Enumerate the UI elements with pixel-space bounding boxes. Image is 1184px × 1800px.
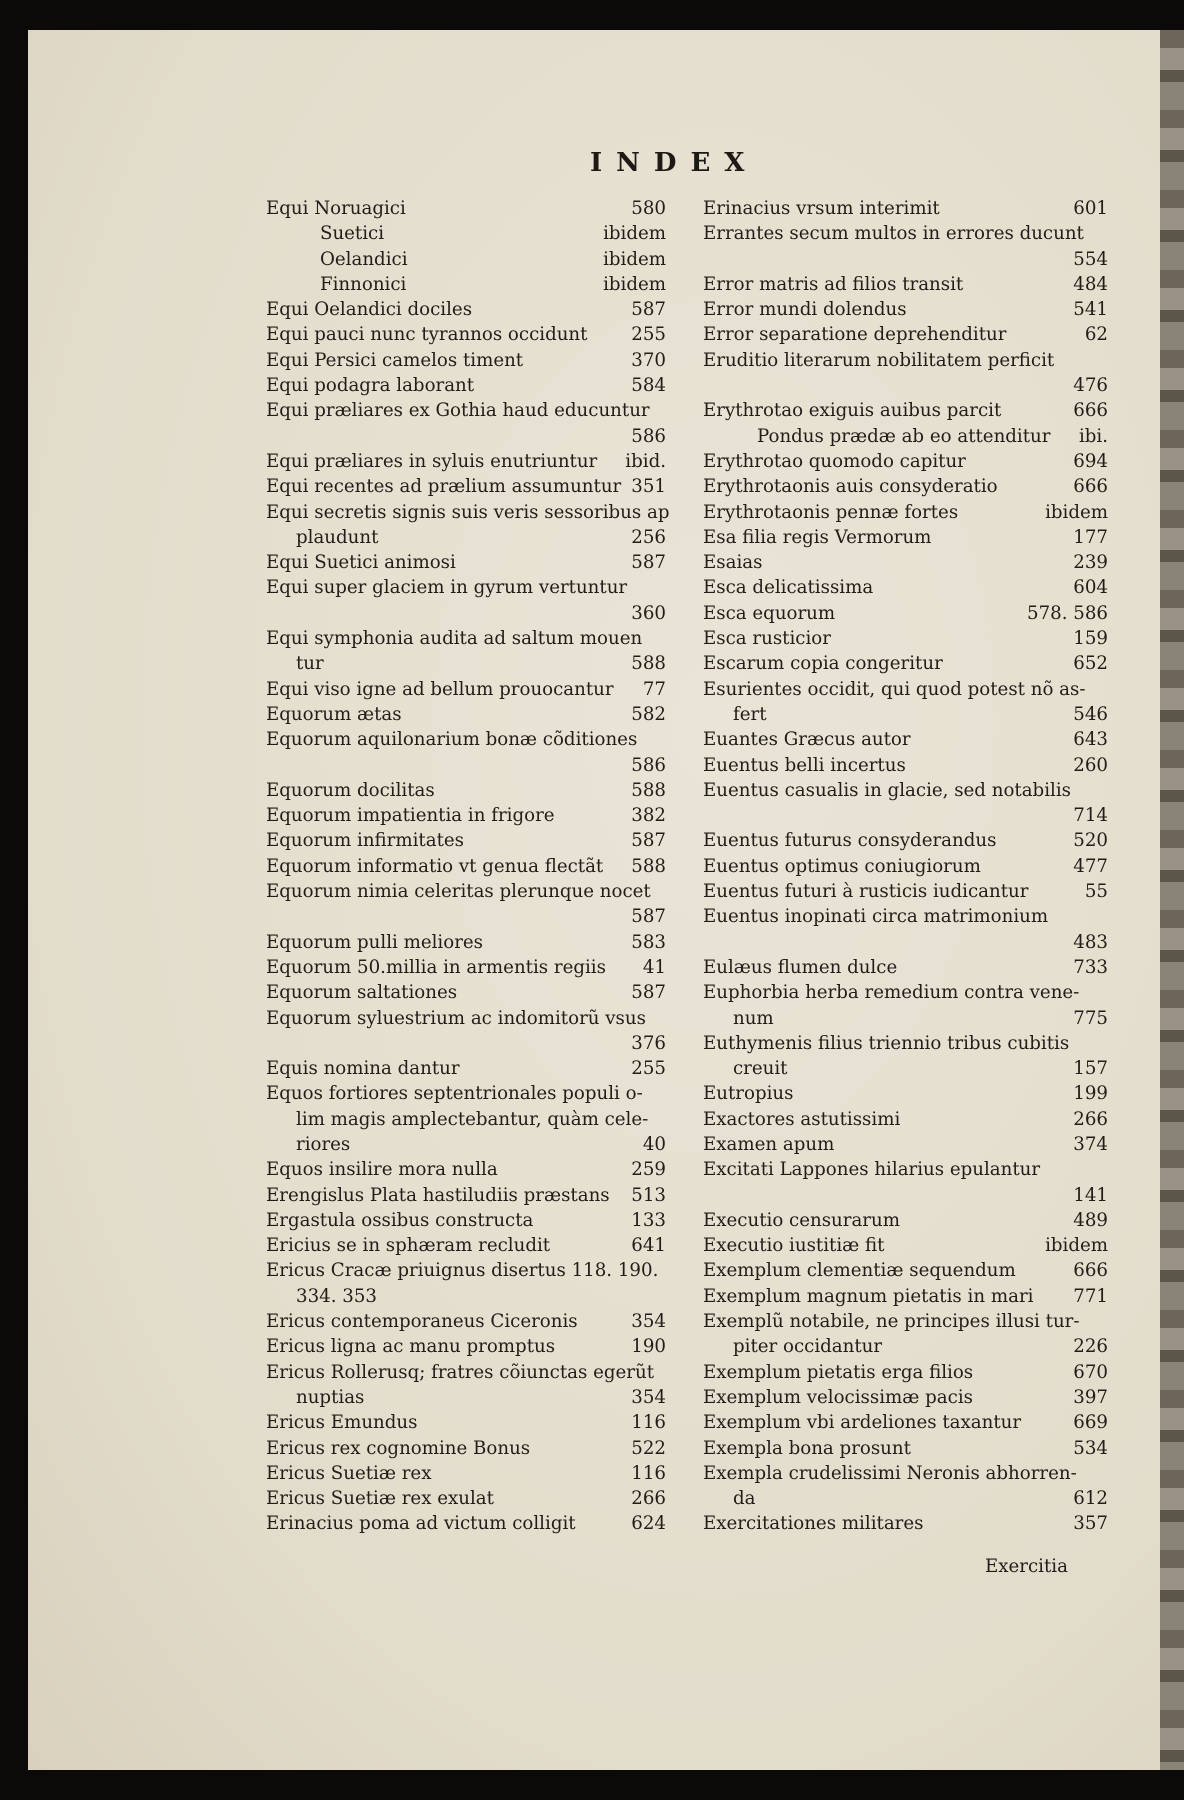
page-reference: 666 — [1073, 1260, 1108, 1282]
index-entry — [266, 1107, 666, 1132]
page-reference: 40 — [642, 1133, 666, 1155]
index-entry — [266, 1334, 666, 1359]
index-entry — [266, 1006, 666, 1031]
page-reference: ibi. — [1078, 425, 1108, 447]
index-entry — [703, 1031, 1108, 1056]
index-entry — [266, 449, 666, 474]
index-entry — [266, 1385, 666, 1410]
page-reference: 588 — [631, 779, 666, 801]
index-entry — [703, 1233, 1108, 1258]
entry-text: num — [733, 1007, 774, 1029]
page-reference: 584 — [631, 375, 666, 397]
index-entry — [266, 854, 666, 879]
entry-text: Esaias — [703, 552, 763, 574]
index-entry — [703, 525, 1108, 550]
index-entry — [266, 753, 666, 778]
entry-text: Ericus rex cognomine Bonus — [266, 1437, 531, 1459]
index-entry — [266, 272, 666, 297]
index-entry — [266, 601, 666, 626]
entry-text: plaudunt — [296, 526, 379, 548]
entry-text: Exemplum velocissimæ pacis — [703, 1386, 973, 1408]
page-reference: 601 — [1073, 198, 1108, 219]
entry-text: Eutropius — [703, 1083, 794, 1105]
entry-text: Examen apum — [703, 1133, 835, 1155]
entry-text: creuit — [733, 1058, 788, 1080]
index-entry — [703, 500, 1108, 525]
page-reference: 583 — [631, 931, 666, 953]
entry-text: Esca delicatissima — [703, 577, 874, 599]
index-entry — [703, 904, 1108, 929]
index-entry — [266, 424, 666, 449]
entry-text: Erengislus Plata hastiludiis præstans — [266, 1184, 610, 1206]
index-entry — [703, 247, 1108, 272]
index-entry — [703, 753, 1108, 778]
entry-text: Equi Noruagici — [266, 198, 406, 219]
page-reference: 116 — [631, 1462, 666, 1484]
index-entry — [703, 398, 1108, 423]
page-reference: 587 — [631, 906, 666, 928]
index-entry — [266, 778, 666, 803]
index-entry — [266, 1511, 666, 1536]
index-entry — [266, 398, 666, 423]
page-reference: 351 — [631, 476, 666, 498]
entry-text: Errantes secum multos in errores ducunt — [703, 223, 1084, 245]
page-reference: 513 — [631, 1184, 666, 1206]
index-entry — [266, 1233, 666, 1258]
index-entry — [703, 1360, 1108, 1385]
entry-text: Equorum saltationes — [266, 982, 458, 1004]
index-entry — [703, 474, 1108, 499]
entry-text: Exempla bona prosunt — [703, 1437, 911, 1459]
page-reference: 666 — [1073, 400, 1108, 422]
page-reference: 694 — [1073, 450, 1108, 472]
entry-text: Equi præliares ex Gothia haud educuntur — [266, 400, 650, 422]
page-reference: 370 — [631, 349, 666, 371]
entry-text: Equi secretis signis suis veris sessoribus ap — [266, 501, 670, 523]
index-entry — [703, 322, 1108, 347]
index-entry — [703, 1410, 1108, 1435]
entry-text: Esa filia regis Vermorum — [703, 526, 932, 548]
page-reference: 666 — [1073, 476, 1108, 498]
entry-text: Equorum nimia celeritas plerunque nocet — [266, 881, 651, 903]
index-entry — [266, 1258, 666, 1283]
index-column-right — [703, 196, 1108, 1537]
index-entry — [266, 1461, 666, 1486]
entry-text: Oelandici — [320, 248, 408, 270]
page-reference: 354 — [631, 1386, 666, 1408]
entry-text: piter occidantur — [733, 1336, 883, 1358]
page-reference: ibidem — [603, 223, 666, 245]
index-entry — [703, 1461, 1108, 1486]
index-entry — [266, 1436, 666, 1461]
entry-text: Euentus optimus coniugiorum — [703, 855, 981, 877]
index-entry — [703, 1436, 1108, 1461]
entry-text: Eulæus flumen dulce — [703, 956, 898, 978]
index-entry — [703, 1132, 1108, 1157]
index-entry — [703, 1157, 1108, 1182]
entry-text: Euphorbia herba remedium contra vene- — [703, 982, 1080, 1004]
index-entry — [266, 828, 666, 853]
entry-text: lim magis amplectebantur, quàm cele- — [296, 1108, 649, 1130]
page-reference: 159 — [1073, 628, 1108, 650]
index-entry — [266, 626, 666, 651]
index-entry — [266, 879, 666, 904]
index-entry — [703, 449, 1108, 474]
index-entry — [266, 1486, 666, 1511]
page-reference: 259 — [631, 1159, 666, 1181]
entry-text: Equi podagra laborant — [266, 375, 475, 397]
index-entry — [703, 1208, 1108, 1233]
page-reference: ibidem — [603, 248, 666, 270]
entry-text: Exemplũ notabile, ne principes illusi tur- — [703, 1311, 1080, 1333]
index-entry — [703, 196, 1108, 221]
page-reference: 580 — [631, 198, 666, 219]
entry-text: Equorum ætas — [266, 703, 402, 725]
page-reference: 714 — [1073, 805, 1108, 827]
page-reference: 578. 586 — [1027, 602, 1108, 624]
index-entry — [703, 828, 1108, 853]
index-entry — [266, 221, 666, 246]
entry-text: Erinacius vrsum interimit — [703, 198, 940, 219]
page-reference: 62 — [1084, 324, 1108, 346]
entry-text: Exemplum pietatis erga filios — [703, 1361, 974, 1383]
page-reference: 541 — [1073, 299, 1108, 321]
entry-text: Equorum impatientia in frigore — [266, 805, 555, 827]
index-entry — [266, 322, 666, 347]
index-entry — [703, 1107, 1108, 1132]
index-entry — [266, 1410, 666, 1435]
index-entry — [703, 1183, 1108, 1208]
entry-text: Error mundi dolendus — [703, 299, 907, 321]
page-reference: ibidem — [1045, 1235, 1108, 1257]
page-reference: 587 — [631, 830, 666, 852]
index-entry — [266, 297, 666, 322]
entry-text: Equi præliares in syluis enutriuntur — [266, 450, 598, 472]
index-entry — [266, 247, 666, 272]
index-entry — [266, 930, 666, 955]
entry-text: Ergastula ossibus constructa — [266, 1209, 534, 1231]
page-reference: 586 — [631, 754, 666, 776]
index-entry — [703, 348, 1108, 373]
page-reference: 199 — [1073, 1083, 1108, 1105]
page-reference: 476 — [1073, 375, 1108, 397]
index-entry — [703, 778, 1108, 803]
page-reference: 652 — [1073, 653, 1108, 675]
index-entry — [266, 1183, 666, 1208]
index-entry — [703, 1081, 1108, 1106]
index-entry — [703, 373, 1108, 398]
page-reference: ibidem — [603, 273, 666, 295]
page-reference: 669 — [1073, 1412, 1108, 1434]
page-reference: 354 — [631, 1311, 666, 1333]
index-entry — [266, 1081, 666, 1106]
entry-text: Erythrotao exiguis auibus parcit — [703, 400, 1002, 422]
entry-text: Equi Oelandici dociles — [266, 299, 473, 321]
index-column-left — [266, 196, 670, 1537]
page-reference: 588 — [631, 653, 666, 675]
entry-text: Finnonici — [320, 273, 407, 295]
page-reference: 266 — [631, 1488, 666, 1510]
index-entry — [703, 1056, 1108, 1081]
entry-text: Suetici — [320, 223, 385, 245]
page-reference: 255 — [631, 1058, 666, 1080]
entry-text: Equorum infirmitates — [266, 830, 464, 852]
entry-text: Erythrotao quomodo capitur — [703, 450, 966, 472]
entry-text: Equi recentes ad prælium assumuntur — [266, 476, 622, 498]
entry-text: Erythrotaonis pennæ fortes — [703, 501, 959, 523]
entry-text: Equi Persici camelos timent — [266, 349, 524, 371]
page-reference: 260 — [1073, 754, 1108, 776]
entry-text: Esca equorum — [703, 602, 836, 624]
page-reference: 190 — [631, 1336, 666, 1358]
entry-text: nuptias — [296, 1386, 365, 1408]
entry-text: Euentus futuri à rusticis iudicantur — [703, 881, 1029, 903]
page-reference: 133 — [631, 1209, 666, 1231]
entry-text: Equorum 50.millia in armentis regiis — [266, 956, 606, 978]
entry-text: Esca rusticior — [703, 628, 831, 650]
entry-text: Equorum docilitas — [266, 779, 435, 801]
page-reference: 489 — [1073, 1209, 1108, 1231]
entry-text: Equi symphonia audita ad saltum mouen — [266, 628, 643, 650]
index-entry — [703, 854, 1108, 879]
page-reference: 587 — [631, 552, 666, 574]
page-reference: 266 — [1073, 1108, 1108, 1130]
page-reference: 483 — [1073, 931, 1108, 953]
entry-text: tur — [296, 653, 324, 675]
entry-text: Excitati Lappones hilarius epulantur — [703, 1159, 1041, 1181]
entry-text: Error separatione deprehenditur — [703, 324, 1007, 346]
entry-text: Esurientes occidit, qui quod potest nõ as- — [703, 678, 1086, 700]
index-entry — [703, 1334, 1108, 1359]
entry-text: Euantes Græcus autor — [703, 729, 911, 751]
entry-text: Ericus Rollerusq; fratres cõiunctas egerũt — [266, 1361, 655, 1383]
page-reference: 520 — [1073, 830, 1108, 852]
page-reference: 382 — [631, 805, 666, 827]
index-entry — [266, 1132, 666, 1157]
page-reference: 116 — [631, 1412, 666, 1434]
page-reference: 534 — [1073, 1437, 1108, 1459]
page-reference: 157 — [1073, 1058, 1108, 1080]
entry-text: Exemplum vbi ardeliones taxantur — [703, 1412, 1022, 1434]
entry-text: Exemplum magnum pietatis in mari — [703, 1285, 1034, 1307]
entry-text: Ericus Suetiæ rex exulat — [266, 1488, 494, 1510]
index-entry — [703, 1006, 1108, 1031]
index-entry — [703, 1284, 1108, 1309]
index-entry — [266, 1208, 666, 1233]
index-entry — [703, 297, 1108, 322]
entry-text: Equi super glaciem in gyrum vertuntur — [266, 577, 628, 599]
entry-text: Equorum informatio vt genua flectãt — [266, 855, 604, 877]
page-reference: 41 — [642, 956, 666, 978]
entry-text: Equorum aquilonarium bonæ cõditiones — [266, 729, 638, 751]
index-entry — [703, 1385, 1108, 1410]
page-reference: 522 — [631, 1437, 666, 1459]
index-entry — [266, 677, 666, 702]
entry-text: fert — [733, 703, 767, 725]
index-entry — [266, 1056, 666, 1081]
entry-text: Exempla crudelissimi Neronis abhorren- — [703, 1462, 1077, 1484]
entry-text: Equi Suetici animosi — [266, 552, 456, 574]
entry-text: Equorum pulli meliores — [266, 931, 483, 953]
page-reference: 177 — [1073, 526, 1108, 548]
index-entry — [266, 702, 666, 727]
index-entry — [266, 1284, 666, 1309]
adjacent-page-edge — [1160, 30, 1184, 1770]
entry-text: Executio iustitiæ fit — [703, 1235, 885, 1257]
page-reference: 733 — [1073, 956, 1108, 978]
page-reference: 376 — [631, 1032, 666, 1054]
entry-text: Equis nomina dantur — [266, 1058, 460, 1080]
index-entry — [266, 1360, 666, 1385]
entry-text: Escarum copia congeritur — [703, 653, 943, 675]
catchword: Exercitia — [985, 1556, 1068, 1577]
index-entry — [266, 500, 670, 525]
index-entry — [266, 1031, 666, 1056]
entry-text: Ericus ligna ac manu promptus — [266, 1336, 556, 1358]
index-entry — [703, 1309, 1108, 1334]
page-reference: 256 — [631, 526, 666, 548]
entry-text: Ericus Suetiæ rex — [266, 1462, 432, 1484]
page-reference: 546 — [1073, 703, 1108, 725]
entry-text: Euentus casualis in glacie, sed notabilis — [703, 779, 1071, 801]
entry-text: Equos fortiores septentrionales populi o- — [266, 1083, 643, 1105]
page-reference: 582 — [631, 703, 666, 725]
page-reference: 641 — [631, 1235, 666, 1257]
entry-text: Ericus contemporaneus Ciceronis — [266, 1311, 578, 1333]
index-entry — [703, 955, 1108, 980]
index-entry — [266, 525, 666, 550]
index-entry — [703, 601, 1108, 626]
entry-text: Exactores astutissimi — [703, 1108, 901, 1130]
index-entry — [703, 424, 1108, 449]
page-reference: 141 — [1073, 1184, 1108, 1206]
page-reference: 771 — [1073, 1285, 1108, 1307]
page-reference: 55 — [1084, 881, 1108, 903]
entry-text: Euentus belli incertus — [703, 754, 906, 776]
page-reference: 477 — [1073, 855, 1108, 877]
entry-text: Euthymenis filius triennio tribus cubitis — [703, 1032, 1070, 1054]
page-reference: 360 — [631, 602, 666, 624]
index-entry — [266, 196, 666, 221]
page-reference: 374 — [1073, 1133, 1108, 1155]
index-entry — [703, 930, 1108, 955]
entry-text: Exemplum clementiæ sequendum — [703, 1260, 1016, 1282]
entry-text: Euentus inopinati circa matrimonium — [703, 906, 1049, 928]
page-reference: 612 — [1073, 1488, 1108, 1510]
index-entry — [266, 348, 666, 373]
page-reference: 226 — [1073, 1336, 1108, 1358]
page-title: INDEX — [590, 148, 759, 178]
page-reference: 484 — [1073, 273, 1108, 295]
entry-text: Equos insilire mora nulla — [266, 1159, 498, 1181]
entry-text: Ericus Cracæ priuignus disertus 118. 190. — [266, 1260, 659, 1282]
index-entry — [266, 955, 666, 980]
index-entry — [703, 980, 1108, 1005]
index-entry — [266, 980, 666, 1005]
page-reference: 624 — [631, 1513, 666, 1535]
index-entry — [703, 1511, 1108, 1536]
entry-text: 334. 353 — [296, 1285, 377, 1307]
page-reference: ibid. — [625, 450, 666, 472]
entry-text: Equi viso igne ad bellum prouocantur — [266, 678, 614, 700]
entry-text: Equorum syluestrium ac indomitorũ vsus — [266, 1007, 646, 1029]
page-reference: 604 — [1073, 577, 1108, 599]
index-entry — [703, 626, 1108, 651]
entry-text: da — [733, 1488, 756, 1510]
page-reference: 588 — [631, 855, 666, 877]
index-entry — [703, 879, 1108, 904]
index-entry — [266, 1157, 666, 1182]
index-entry — [703, 221, 1108, 246]
index-entry — [266, 803, 666, 828]
entry-text: riores — [296, 1133, 351, 1155]
index-entry — [266, 550, 666, 575]
entry-text: Euentus futurus consyderandus — [703, 830, 997, 852]
page-reference: 643 — [1073, 729, 1108, 751]
entry-text: Pondus prædæ ab eo attenditur — [757, 425, 1051, 447]
index-entry — [266, 1309, 666, 1334]
page-reference: 587 — [631, 982, 666, 1004]
page-reference: 775 — [1073, 1007, 1108, 1029]
page-reference: 239 — [1073, 552, 1108, 574]
page-reference: 255 — [631, 324, 666, 346]
entry-text: Ericus Emundus — [266, 1412, 418, 1434]
index-entry — [266, 373, 666, 398]
index-entry — [703, 803, 1108, 828]
page-reference: 397 — [1073, 1386, 1108, 1408]
index-entry — [266, 727, 666, 752]
page-reference: 586 — [631, 425, 666, 447]
entry-text: Erinacius poma ad victum colligit — [266, 1513, 576, 1535]
page-reference: 554 — [1073, 248, 1108, 270]
index-entry — [703, 651, 1108, 676]
page-reference: 670 — [1073, 1361, 1108, 1383]
index-entry — [703, 702, 1108, 727]
index-entry — [703, 727, 1108, 752]
entry-text: Error matris ad filios transit — [703, 273, 964, 295]
index-entry — [703, 272, 1108, 297]
index-entry — [703, 1486, 1108, 1511]
entry-text: Exercitationes militares — [703, 1513, 924, 1535]
index-entry — [703, 550, 1108, 575]
index-entry — [266, 651, 666, 676]
index-entry — [266, 474, 666, 499]
index-entry — [703, 575, 1108, 600]
entry-text: Erythrotaonis auis consyderatio — [703, 476, 998, 498]
index-entry — [703, 677, 1108, 702]
index-entry — [266, 575, 666, 600]
entry-text: Executio censurarum — [703, 1209, 900, 1231]
entry-text: Eruditio literarum nobilitatem perficit — [703, 349, 1055, 371]
index-entry — [703, 1258, 1108, 1283]
page-reference: 587 — [631, 299, 666, 321]
page-reference: 77 — [642, 678, 666, 700]
entry-text: Ericius se in sphæram recludit — [266, 1235, 551, 1257]
index-entry — [266, 904, 666, 929]
page-reference: 357 — [1073, 1513, 1108, 1535]
entry-text: Equi pauci nunc tyrannos occidunt — [266, 324, 588, 346]
page-reference: ibidem — [1045, 501, 1108, 523]
